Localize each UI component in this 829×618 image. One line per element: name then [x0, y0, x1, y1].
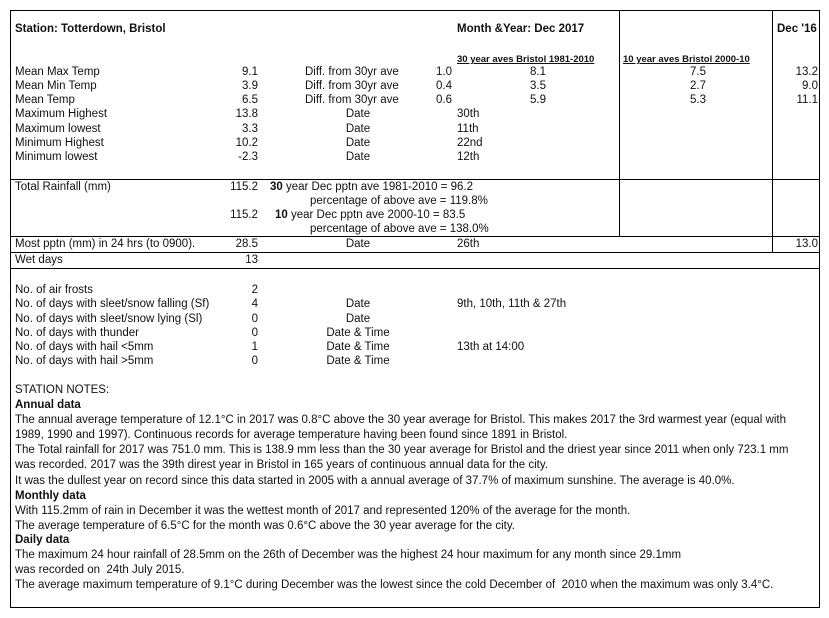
extreme-value: 3.3: [242, 123, 258, 135]
prev-value: 9.0: [802, 80, 818, 92]
extreme-date-label: Date: [345, 108, 371, 120]
rainfall-ave10-years: 10: [275, 209, 288, 221]
ave30-value: 8.1: [530, 66, 546, 78]
diff-label: Diff. from 30yr ave: [305, 94, 399, 106]
ave10-value: 2.7: [690, 80, 706, 92]
diff-value: 0.6: [436, 94, 452, 106]
extreme-label: Maximum lowest: [15, 123, 101, 135]
count-date: 9th, 10th, 11th & 27th: [457, 298, 567, 310]
ave10-value: 7.5: [690, 66, 706, 78]
temp-label: Mean Min Temp: [15, 80, 97, 92]
count-date-label: Date & Time: [326, 355, 390, 367]
extreme-label: Minimum Highest: [15, 137, 104, 149]
extreme-date: 22nd: [457, 137, 483, 149]
diff-value: 1.0: [436, 66, 452, 78]
extreme-label: Maximum Highest: [15, 108, 108, 120]
count-label: No. of days with thunder: [15, 327, 140, 339]
count-value: 0: [251, 327, 258, 339]
count-value: 0: [251, 355, 258, 367]
count-value: 4: [251, 298, 258, 310]
divider-col-prev: [772, 10, 773, 236]
notes-annual-sun: It was the dullest year on record since this data started in 2005 with a annual average of 37.7% of maximum sunshine. The average is 40.0%.: [15, 475, 735, 487]
notes-monthly-rain: With 115.2mm of rain in December it was the wettest month of 2017 and represented 120% of the average for the month.: [15, 505, 631, 517]
most-pptn-label: Most pptn (mm) in 24 hrs (to 0900).: [15, 238, 196, 250]
notes-daily-rain-b: was recorded on 24th July 2015.: [15, 564, 185, 576]
extreme-value: 10.2: [235, 137, 258, 149]
count-label: No. of days with sleet/snow falling (Sf): [15, 298, 210, 310]
notes-daily-temp: The average maximum temperature of 9.1°C during December was the lowest since the cold December of 2010 when the maximum was only 3.4°C.: [15, 579, 774, 591]
rainfall-ave10-value: 83.5: [442, 209, 466, 221]
count-value: 0: [251, 313, 258, 325]
count-date-label: Date & Time: [326, 341, 390, 353]
divider-after-temps: [10, 179, 820, 180]
count-label: No. of air frosts: [15, 284, 93, 296]
count-date-label: Date & Time: [326, 327, 390, 339]
extreme-value: 13.8: [235, 108, 258, 120]
notes-annual-rain: The Total rainfall for 2017 was 751.0 mm. This is 138.9 mm less than the 30 year average for Bristol and the driest year since 2011 when only 723.1 mm was recorded. 2017 was the 39th direst year in Bristol in 165 years of continuous annual data for the city.: [15, 444, 789, 471]
extreme-value: -2.3: [238, 151, 258, 163]
notes-daily-heading: Daily data: [15, 534, 70, 546]
extreme-date-label: Date: [345, 137, 371, 149]
most-pptn-date-label: Date: [345, 238, 371, 250]
diff-label: Diff. from 30yr ave: [305, 80, 399, 92]
rainfall-ave30-line: [270, 181, 473, 194]
prev-year-heading: Dec '16: [777, 23, 817, 35]
notes-title: STATION NOTES:: [15, 384, 110, 396]
count-value: 2: [251, 284, 258, 296]
extreme-date: 30th: [457, 108, 480, 120]
rainfall-pct10: percentage of above ave = 138.0%: [310, 223, 489, 235]
notes-annual-temp: The annual average temperature of 12.1°C in 2017 was 0.8°C above the 30 year average for Bristol. This makes 2017 the 3rd warmest year (equal with 1989, 1990 and 1997). Continuous records for average temperature having been found since 1891 in Bristol.: [15, 414, 786, 441]
count-value: 1: [251, 341, 258, 353]
temp-value: 9.1: [242, 66, 258, 78]
count-date-label: Date: [345, 298, 371, 310]
rainfall-ave10-line: [275, 209, 465, 222]
count-label: No. of days with hail >5mm: [15, 355, 154, 367]
divider-after-rain: [10, 236, 820, 237]
ave10-value: 5.3: [690, 94, 706, 106]
divider-col-prev-lower: [772, 236, 773, 252]
month-year: Month &Year: Dec 2017: [457, 23, 585, 35]
most-pptn-date: 26th: [457, 238, 480, 250]
ave30-heading: 30 year aves Bristol 1981-2010: [457, 54, 595, 65]
temp-label: Mean Max Temp: [15, 66, 100, 78]
rainfall-ave30-years: 30: [270, 181, 283, 193]
ave30-value: 3.5: [530, 80, 546, 92]
extreme-date-label: Date: [345, 123, 371, 135]
divider-after-pptn: [10, 252, 820, 253]
count-date-label: Date: [345, 313, 371, 325]
wet-days-label: Wet days: [15, 254, 63, 266]
temp-value: 6.5: [242, 94, 258, 106]
notes-monthly-heading: Monthly data: [15, 490, 86, 502]
temp-label: Mean Temp: [15, 94, 75, 106]
extreme-label: Minimum lowest: [15, 151, 98, 163]
divider-col-10yr: [619, 10, 620, 236]
ave10-heading: 10 year aves Bristol 2000-10: [623, 54, 750, 65]
extreme-date-label: Date: [345, 151, 371, 163]
temp-value: 3.9: [242, 80, 258, 92]
prev-value: 13.2: [795, 66, 818, 78]
most-pptn-value: 28.5: [235, 238, 258, 250]
prev-value: 11.1: [796, 94, 818, 106]
notes-monthly-temp: The average temperature of 6.5°C for the month was 0.6°C above the 30 year average for the city.: [15, 520, 515, 532]
station-name: Station: Totterdown, Bristol: [15, 23, 166, 35]
notes-annual-heading: Annual data: [15, 399, 81, 411]
ave30-value: 5.9: [530, 94, 546, 106]
extreme-date: 11th: [457, 123, 479, 135]
rainfall-ave30-value: 96.2: [450, 181, 474, 193]
count-label: No. of days with sleet/snow lying (Sl): [15, 313, 203, 325]
divider-after-wetdays: [10, 268, 820, 269]
notes-daily-rain-a: The maximum 24 hour rainfall of 28.5mm on the 26th of December was the highest 24 hour maximum for any month since 29.1mm: [15, 549, 682, 561]
most-pptn-prev: 13.0: [795, 238, 818, 250]
extreme-date: 12th: [457, 151, 480, 163]
rainfall-value-2: 115.2: [230, 209, 258, 221]
rainfall-ave10-text: year Dec pptn ave 2000-10 =: [287, 209, 443, 221]
rainfall-pct30: percentage of above ave = 119.8%: [310, 195, 488, 207]
count-date: 13th at 14:00: [457, 341, 525, 353]
diff-label: Diff. from 30yr ave: [305, 66, 399, 78]
rainfall-label: Total Rainfall (mm): [15, 181, 111, 193]
wet-days-value: 13: [245, 254, 258, 266]
rainfall-ave30-text: year Dec pptn ave 1981-2010 =: [282, 181, 451, 193]
diff-value: 0.4: [436, 80, 452, 92]
rainfall-value: 115.2: [230, 181, 258, 193]
count-label: No. of days with hail <5mm: [15, 341, 154, 353]
